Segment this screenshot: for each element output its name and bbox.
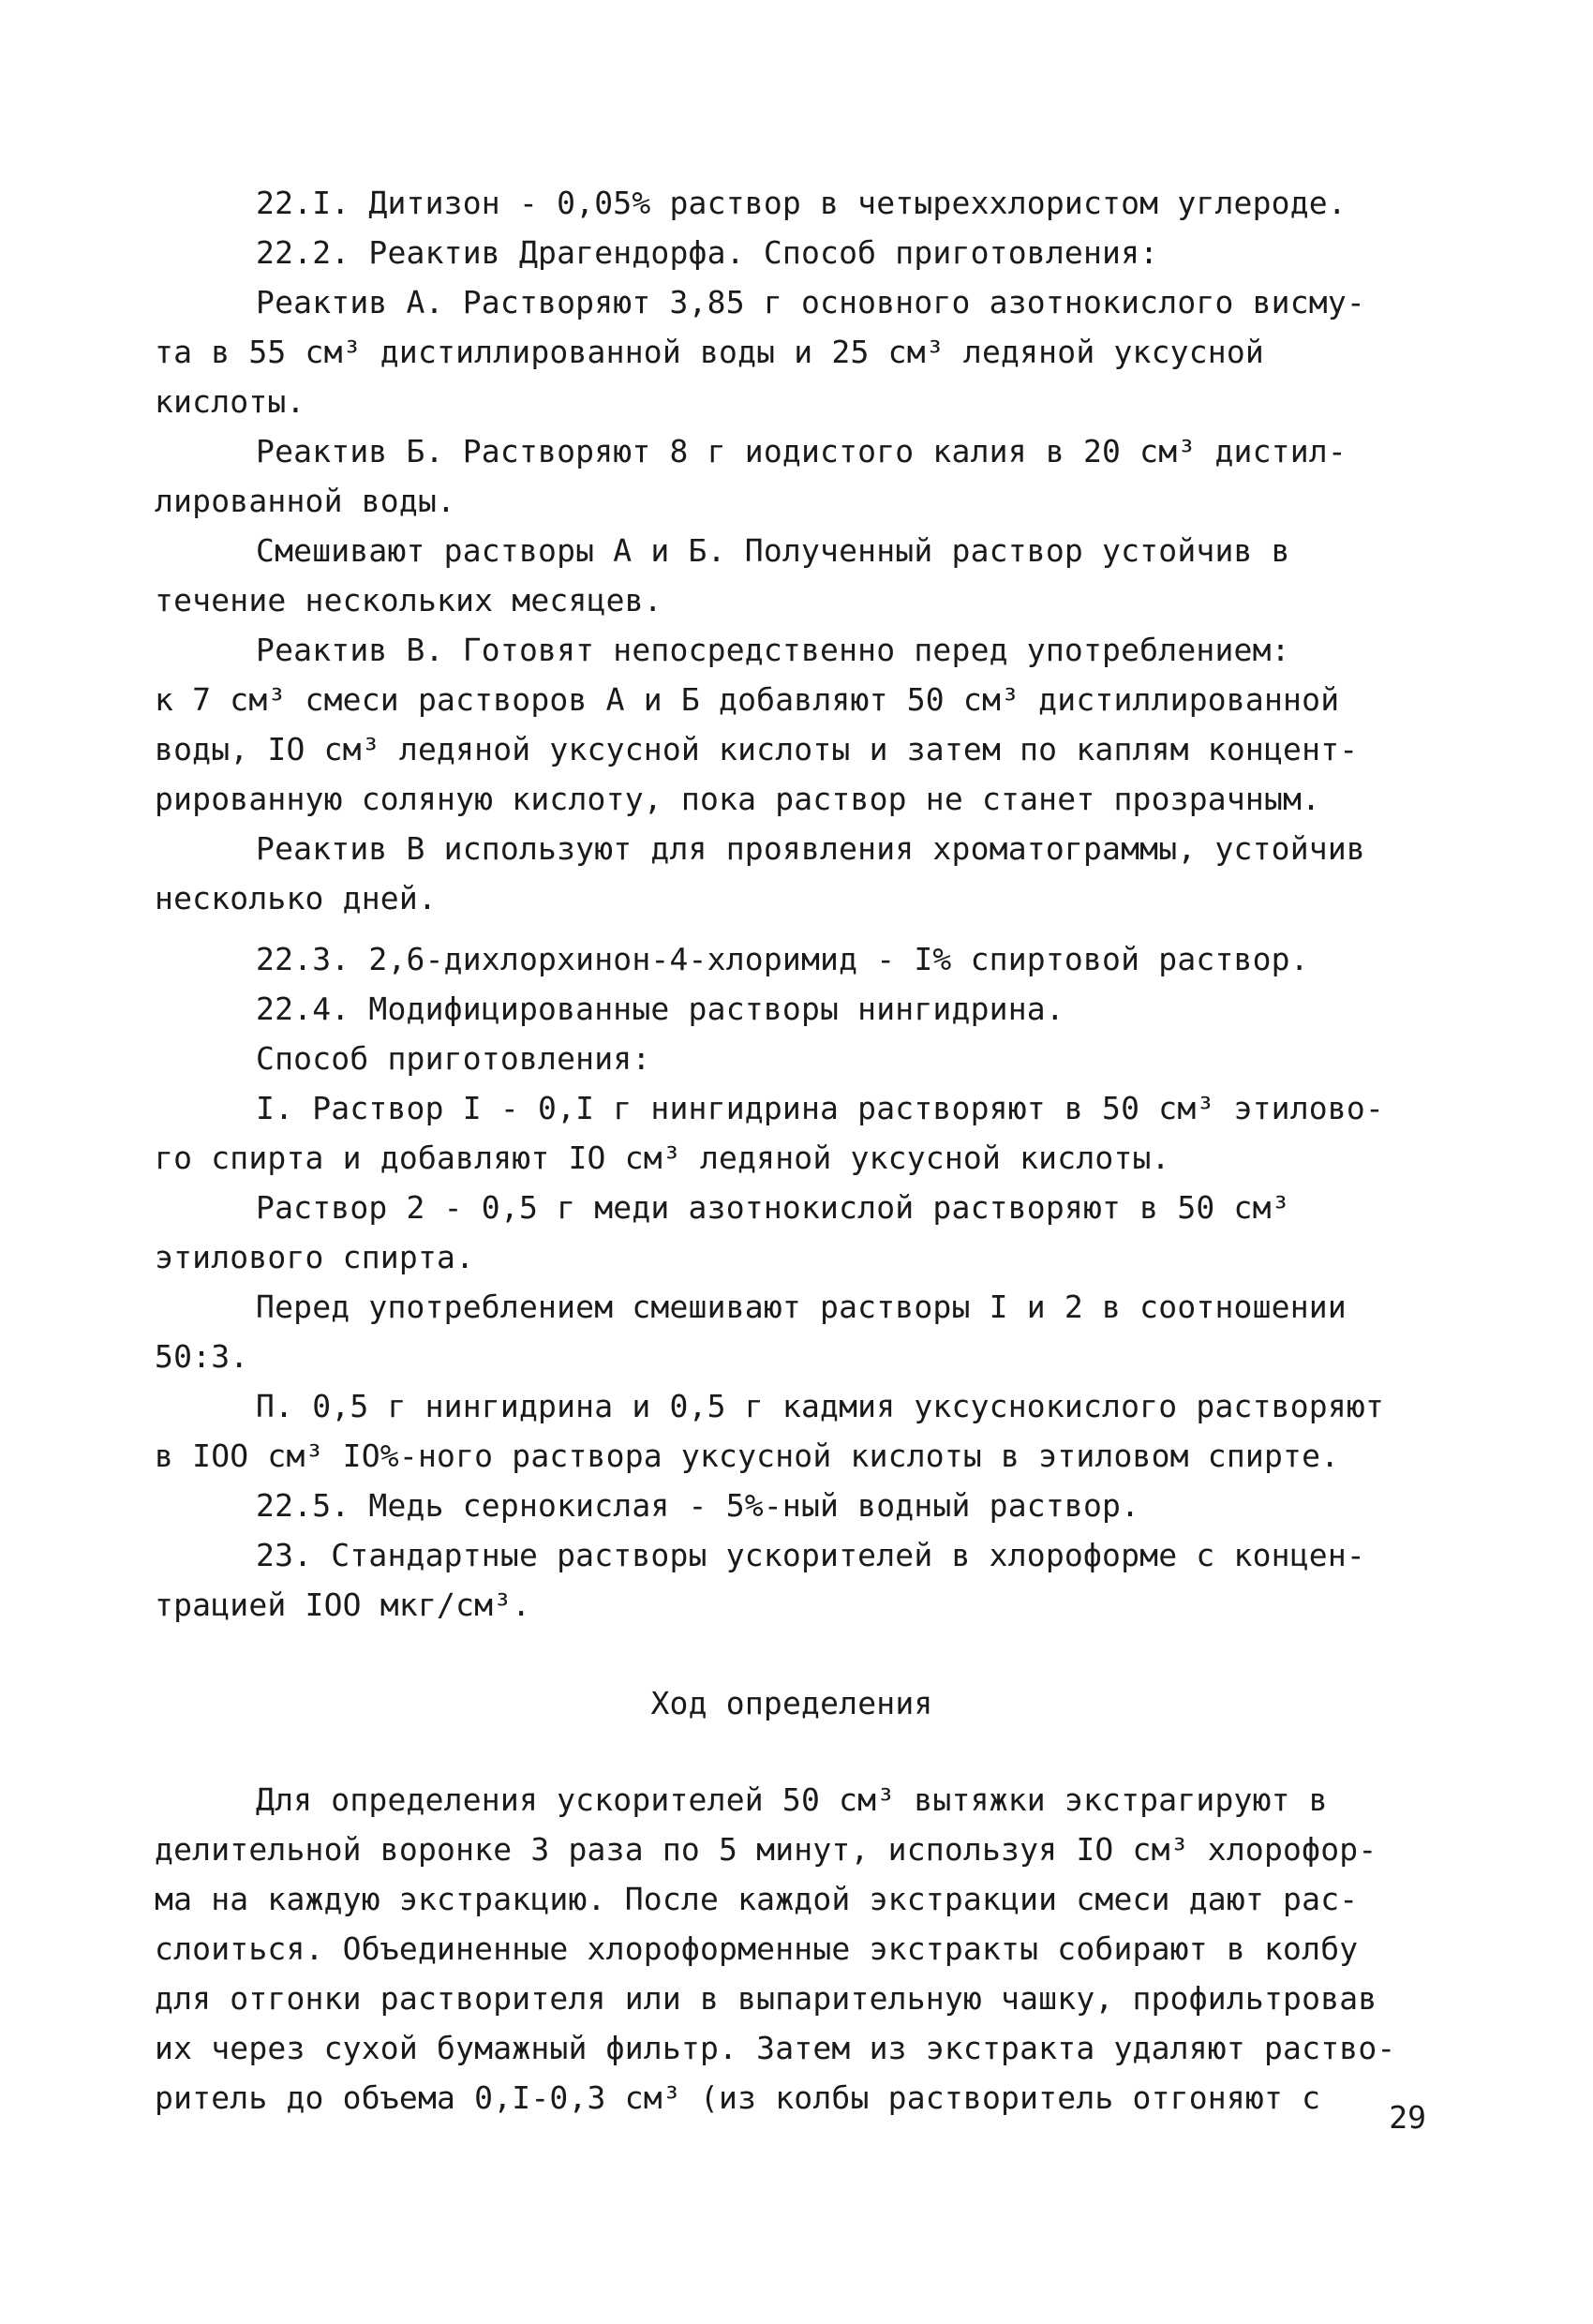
text-line: 22.3. 2,6-дихлорхинон-4-хлоримид - I% спиртовой раствор. — [256, 941, 1309, 977]
text-line: воды, IO см³ ледяной уксусной кислоты и затем по каплям концент- — [155, 731, 1359, 767]
text-line: Раствор 2 - 0,5 г меди азотнокислой растворяют в 50 см³ — [256, 1189, 1290, 1226]
text-line: 22.5. Медь сернокислая - 5%-ный водный раствор. — [256, 1487, 1140, 1524]
text-line: трацией IOO мкг/см³. — [155, 1587, 531, 1623]
page-number: 29 — [1389, 2099, 1426, 2136]
text-line: кислоты. — [155, 383, 305, 420]
text-line: их через сухой бумажный фильтр. Затем из экстракта удаляют раство- — [155, 2030, 1396, 2066]
procedure-section — [155, 1775, 1429, 2123]
text-line: к 7 см³ смеси растворов А и Б добавляют 50 см³ дистиллированной — [155, 681, 1340, 718]
text-line: I. Раствор I - 0,I г нингидрина растворяют в 50 см³ этилово- — [256, 1090, 1385, 1126]
text-line: Реактив Б. Растворяют 8 г иодистого калия в 20 см³ дистил- — [256, 433, 1347, 469]
text-line: несколько дней. — [155, 880, 438, 916]
text-line: го спирта и добавляют IO см³ ледяной уксусной кислоты. — [155, 1140, 1170, 1176]
text-line: П. 0,5 г нингидрина и 0,5 г кадмия уксуснокислого растворяют — [256, 1388, 1385, 1424]
reagents-section — [155, 178, 1429, 1630]
text-line: лированной воды. — [155, 483, 456, 519]
text-line: 50:3. — [155, 1338, 249, 1375]
text-line: делительной воронке 3 раза по 5 минут, используя IO см³ хлорофор- — [155, 1831, 1377, 1868]
text-line: ритель до объема 0,I-0,3 см³ (из колбы растворитель отгоняют с — [155, 2079, 1321, 2116]
text-line: 22.4. Модифицированные растворы нингидрина. — [256, 991, 1064, 1027]
text-line: течение нескольких месяцев. — [155, 582, 663, 618]
text-line: та в 55 см³ дистиллированной воды и 25 см³ ледяной уксусной — [155, 334, 1264, 370]
text-line: Реактив В используют для проявления хроматограммы, устойчив — [256, 830, 1365, 867]
text-line: 22.I. Дитизон - 0,05% раствор в четыреххлористом углероде. — [256, 185, 1347, 221]
text-line: Смешивают растворы А и Б. Полученный раствор устойчив в — [256, 532, 1290, 569]
text-line: для отгонки растворителя или в выпарительную чашку, профильтровав — [155, 1980, 1377, 2017]
text-line: 22.2. Реактив Драгендорфа. Способ приготовления: — [256, 234, 1159, 271]
section-heading: Ход определения — [650, 1685, 933, 1721]
text-line: Реактив А. Растворяют 3,85 г основного азотнокислого висму- — [256, 284, 1365, 320]
text-line: рированную соляную кислоту, пока раствор не станет прозрачным. — [155, 781, 1321, 817]
text-line: Для определения ускорителей 50 см³ вытяжки экстрагируют в — [256, 1781, 1328, 1818]
text-line: Реактив В. Готовят непосредственно перед употреблением: — [256, 632, 1290, 668]
text-line: этилового спирта. — [155, 1239, 475, 1275]
text-line: ма на каждую экстракцию. После каждой экстракции смеси дают рас- — [155, 1881, 1359, 1917]
text-line: 23. Стандартные растворы ускорителей в хлороформе с концен- — [256, 1537, 1365, 1573]
text-line: Перед употреблением смешивают растворы I и 2 в соотношении — [256, 1289, 1347, 1325]
text-line: слоиться. Объединенные хлороформенные экстракты собирают в колбу — [155, 1930, 1359, 1967]
text-line: Способ приготовления: — [256, 1040, 651, 1077]
document-page — [155, 178, 1429, 2123]
text-line: в IOO см³ IO%-ного раствора уксусной кислоты в этиловом спирте. — [155, 1438, 1340, 1474]
